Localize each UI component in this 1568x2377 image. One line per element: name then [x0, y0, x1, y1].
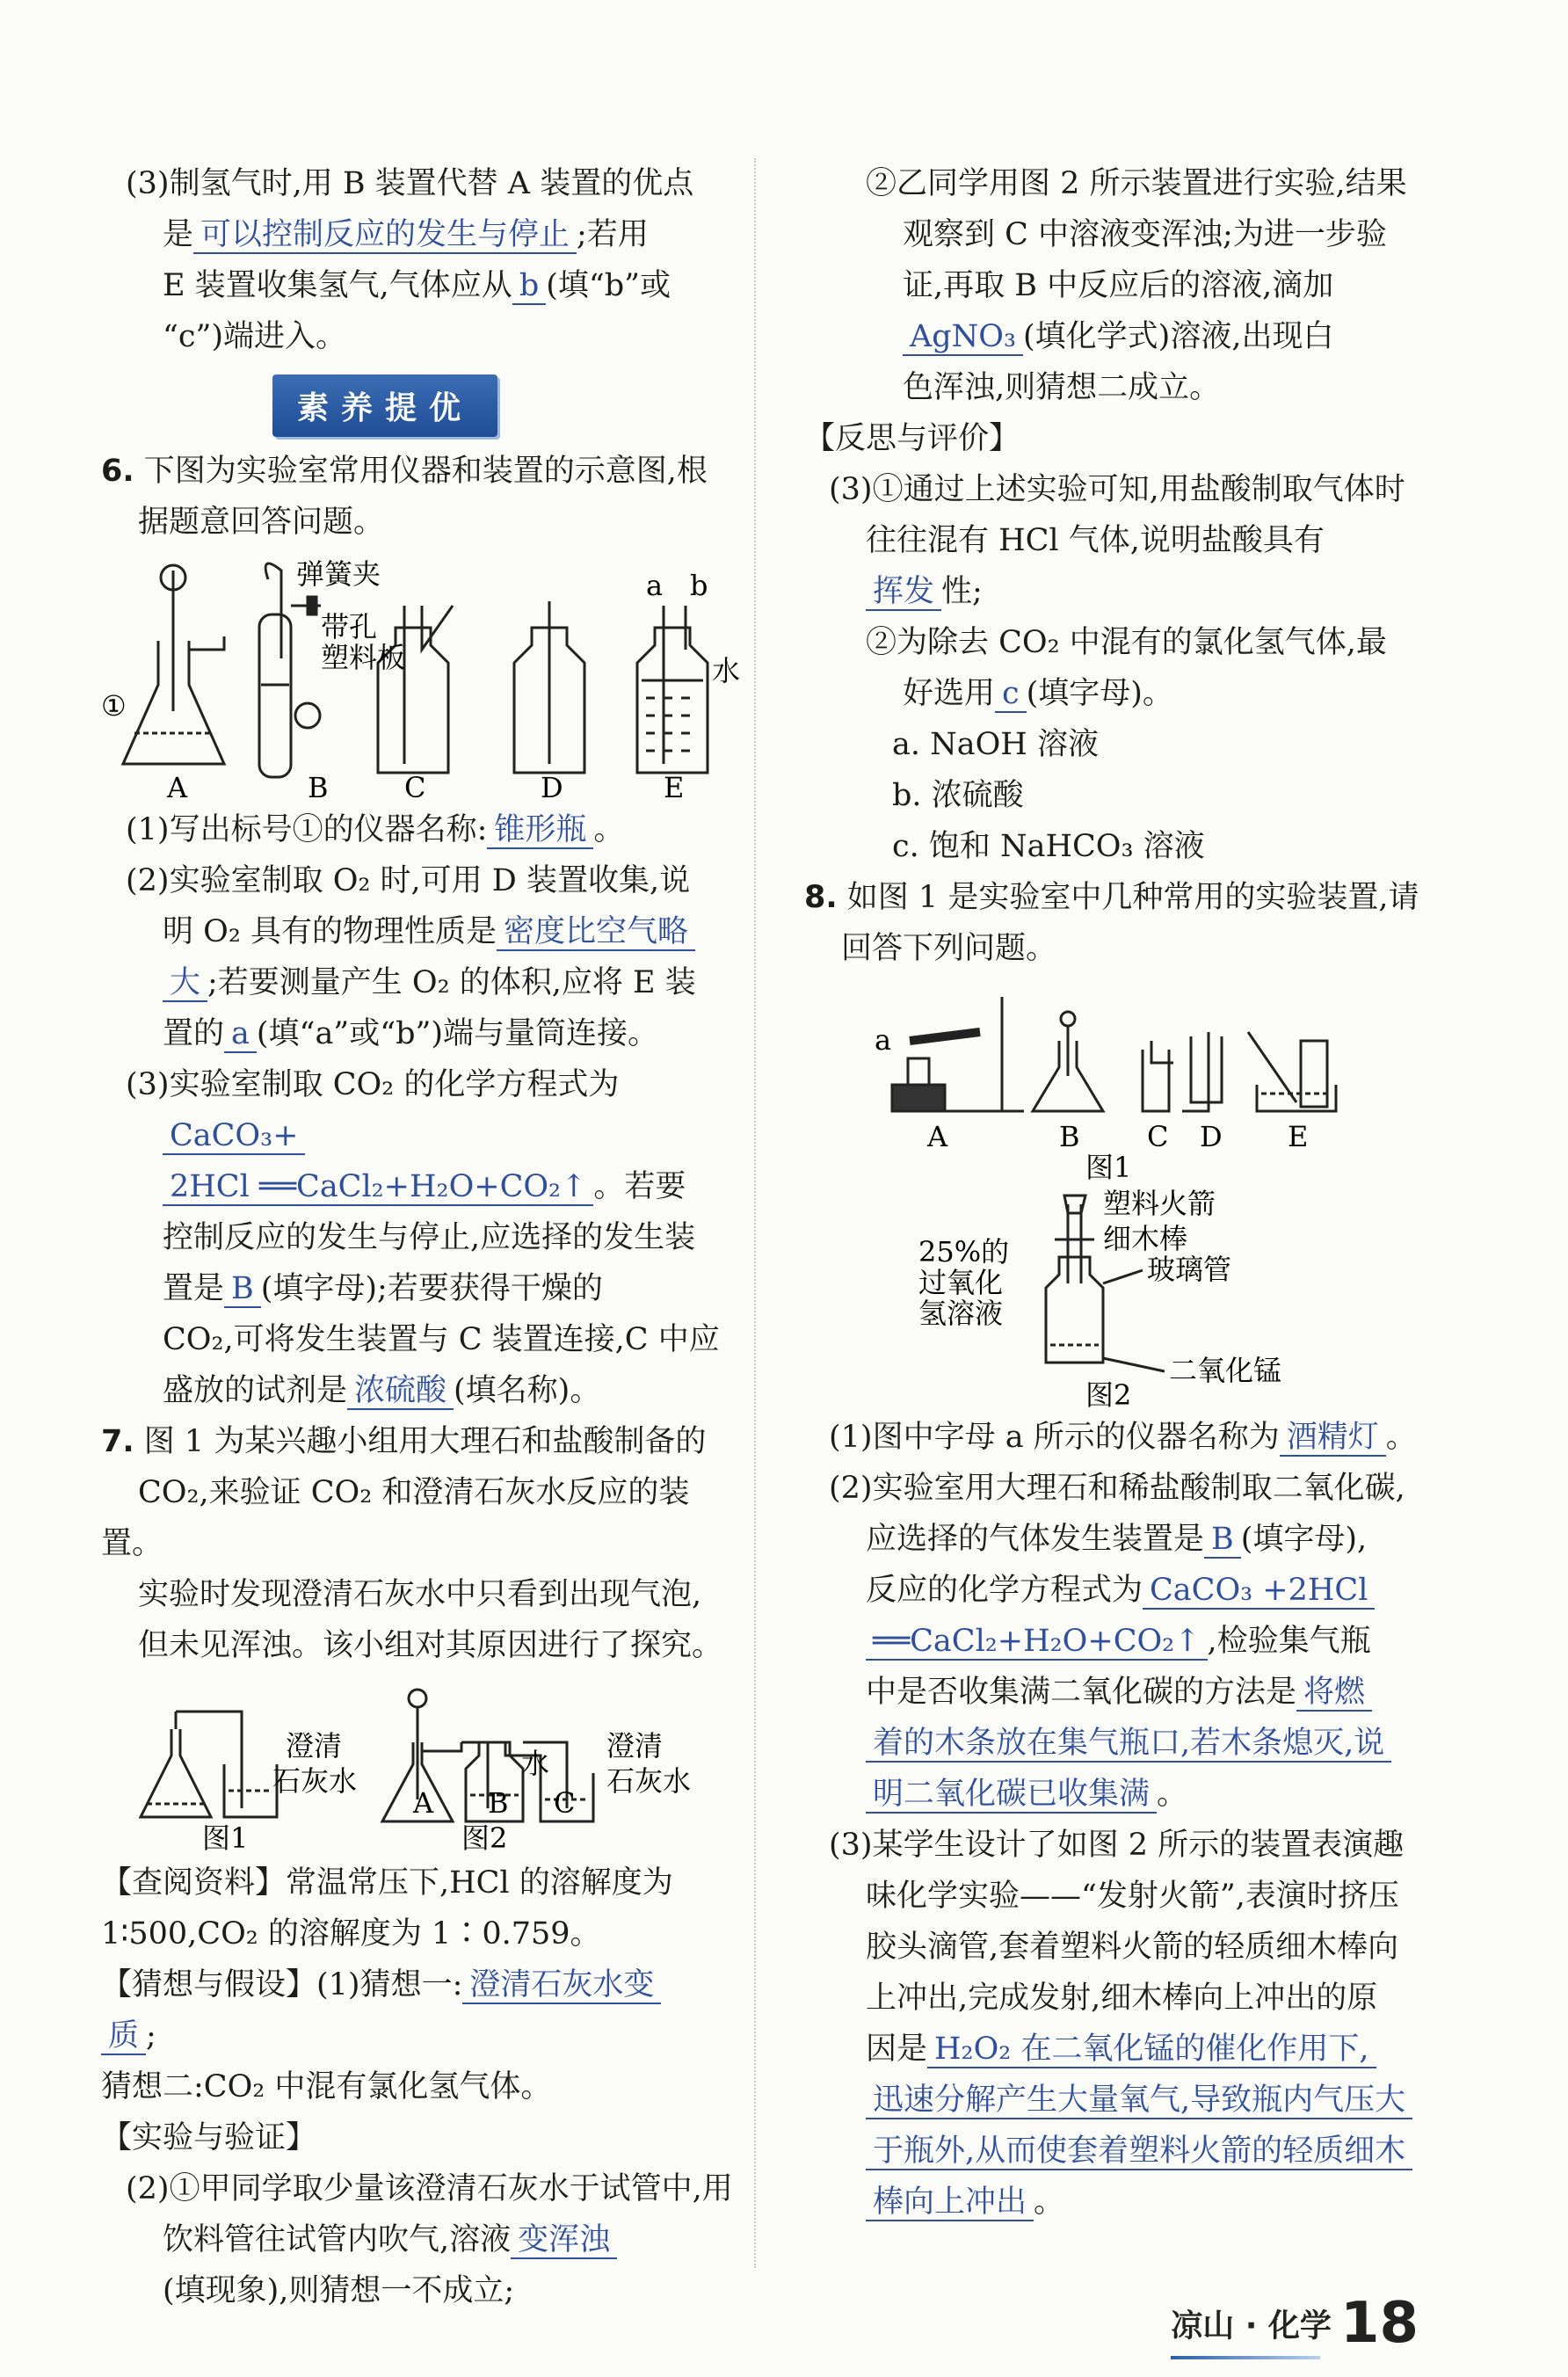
q5-3-text: E 装置收集氢气,气体应从 [163, 268, 512, 303]
q7-exp-1 [101, 2163, 734, 2316]
answer-q8-2a: B [1204, 1522, 1241, 1559]
q7-text: 性; [941, 574, 983, 609]
q8-text: 因是 [866, 2032, 928, 2067]
q8-intro [804, 872, 1437, 974]
q8-text: (2)实验室用大理石和稀盐酸制取二氧化碳, [829, 1471, 1405, 1506]
q7-text: (填字母)。 [1026, 676, 1173, 711]
q8-text: 中是否收集满二氧化碳的方法是 [866, 1675, 1297, 1710]
q7-option-a: a. NaOH 溶液 [892, 727, 1099, 762]
answer-q8-3c: 于瓶外,从而使套着塑料火箭的轻质细木 [866, 2133, 1412, 2170]
answer-q8-3d: 棒向上冲出 [866, 2184, 1034, 2221]
q8-text: 反应的化学方程式为 [866, 1573, 1143, 1608]
q7-text: 【实验与验证】 [101, 2120, 317, 2155]
fig7-label-limewater3: 澄清 [606, 1729, 664, 1763]
q8-text: 如图 1 是实验室中几种常用的实验装置,请 [846, 880, 1419, 915]
q8-text: 味化学实验——“发射火箭”,表演时挤压 [866, 1879, 1399, 1914]
q7-text: ②为除去 CO₂ 中混有的氯化氢气体,最 [866, 625, 1387, 660]
q7-figures-svg [101, 1676, 734, 1855]
answer-q7-hyp-a: 澄清石灰水变 [462, 1967, 661, 2004]
answer-q6-3a: CaCO₃+ [163, 1118, 305, 1155]
q6-text: (3)实验室制取 CO₂ 的化学方程式为 [126, 1067, 620, 1102]
q7-option-b: b. 浓硫酸 [892, 778, 1024, 813]
left-column [101, 158, 741, 2316]
fig8-label-C: C [1147, 1120, 1169, 1153]
q6-part1 [101, 804, 734, 855]
q8-text: 。 [1034, 2184, 1065, 2220]
q7-text: 实验时发现澄清石灰水中只看到出现气泡, [138, 1577, 702, 1612]
answer-q6-3b: 2HCl ══CaCl₂+H₂O+CO₂↑ [163, 1169, 593, 1206]
q7-text: 观察到 C 中溶液变浑浊;为进一步验 [903, 217, 1387, 252]
q7-option-c: c. 饱和 NaHCO₃ 溶液 [892, 829, 1205, 864]
fig-label-b: b [690, 569, 708, 602]
q5-3-text: “c”)端进入。 [163, 319, 347, 354]
fig8-label-peroxide2: 氢溶液 [918, 1297, 1004, 1330]
q8-fig1-svg [804, 979, 1437, 1184]
answer-q6-2a: 密度比空气略 [497, 914, 695, 951]
fig7-label-C: C [554, 1786, 576, 1820]
fig7-label-limewater2: 石灰水 [272, 1764, 358, 1798]
q6-text: 控制反应的发生与停止,应选择的发生装 [163, 1220, 696, 1255]
q7-text: 好选用 [903, 676, 996, 711]
q8-text: (1)图中字母 a 所示的仪器名称为 [829, 1420, 1280, 1455]
fig8-label-a: a [875, 1023, 892, 1057]
fig8-cap1: 图1 [1085, 1151, 1132, 1184]
q8-text: ,检验集气瓶 [1207, 1624, 1371, 1659]
footer-brand: 凉山 · 化学 [1171, 2308, 1332, 2344]
q8-text: 。 [1157, 1777, 1188, 1812]
q6-text: 盛放的试剂是 [163, 1373, 348, 1408]
q6-part3 [101, 1059, 734, 1416]
q7-text: 饮料管往试管内吹气,溶液 [163, 2222, 512, 2257]
q5-3-text: 是 [163, 217, 194, 252]
q5-3-line1: (3)制氢气时,用 B 装置代替 A 装置的优点 [126, 166, 694, 201]
fig8-label-rocket: 塑料火箭 [1103, 1187, 1216, 1220]
q7-text: 1∶500,CO₂ 的溶解度为 1∶0.759。 [101, 1916, 601, 1952]
q8-part2 [804, 1463, 1437, 1820]
column-divider [754, 158, 756, 2268]
q7-intro [101, 1416, 734, 1671]
fig-label-clamp: 弹簧夹 [296, 557, 381, 591]
fig8-label-E: E [1288, 1120, 1309, 1153]
q6-text: 据题意回答问题。 [138, 505, 385, 540]
q8-number: 8. [804, 880, 838, 915]
q7-text: (2)①甲同学取少量该澄清石灰水于试管中,用 [126, 2171, 733, 2206]
q8-fig2-svg [804, 1187, 1437, 1412]
q6-text: (1)写出标号①的仪器名称: [126, 812, 488, 847]
fig-label-a: a [646, 569, 664, 602]
q7-number: 7. [101, 1424, 134, 1459]
fig-label-D: D [541, 771, 563, 804]
q6-apparatus-svg [101, 553, 741, 804]
q7-text: (填现象),则猜想一不成立; [163, 2273, 515, 2308]
q8-text: 回答下列问题。 [841, 931, 1057, 966]
fig-label-circle1: ① [101, 689, 127, 723]
answer-q7-r1: 挥发 [866, 574, 941, 611]
fig7-cap1: 图1 [202, 1821, 249, 1855]
q6-text: (填“a”或“b”)端与量筒连接。 [256, 1016, 659, 1051]
fig7-label-B: B [488, 1786, 509, 1820]
fig-label-B: B [308, 771, 329, 804]
fig-label-A: A [167, 771, 188, 804]
fig-label-water: 水 [712, 654, 741, 687]
fig8-label-tube: 玻璃管 [1147, 1253, 1232, 1286]
fig8-label-A: A [927, 1120, 948, 1153]
q7-hypothesis [101, 1959, 734, 2112]
answer-q6-2c: a [224, 1016, 257, 1053]
q7-text: 色浑浊,则猜想二成立。 [903, 370, 1221, 405]
q6-text: 下图为实验室常用仪器和装置的示意图,根 [143, 454, 708, 489]
q8-figure1 [804, 979, 1437, 1184]
fig8-label-D: D [1200, 1120, 1223, 1153]
q7-reflection-title [804, 413, 1437, 464]
right-column [804, 158, 1437, 2228]
q8-text: (3)某学生设计了如图 2 所示的装置表演趣 [829, 1828, 1405, 1863]
answer-q6-3c: B [224, 1271, 261, 1308]
answer-q8-2c: ══CaCl₂+H₂O+CO₂↑ [866, 1624, 1208, 1661]
q8-text: 上冲出,完成发射,细木棒向上冲出的原 [866, 1981, 1378, 2016]
q6-text: (2)实验室制取 O₂ 时,可用 D 装置收集,说 [126, 863, 691, 898]
fig7-label-limewater4: 石灰水 [606, 1764, 692, 1798]
answer-q7-r2: c [995, 676, 1027, 713]
fig7-label-water: 水 [521, 1747, 550, 1780]
q5-3-text: (填“b”或 [546, 268, 671, 303]
q7-exp-2 [804, 158, 1437, 413]
q6-apparatus-figure [101, 553, 741, 804]
q6-text: ;若要测量产生 O₂ 的体积,应将 E 装 [207, 965, 696, 1000]
q8-text: 。 [1385, 1420, 1417, 1455]
q7-figures [101, 1676, 734, 1855]
q7-text: 【猜想与假设】(1)猜想一: [101, 1967, 463, 2003]
answer-q7-hyp-b: 质 [101, 2018, 146, 2055]
answer-q8-1: 酒精灯 [1280, 1420, 1386, 1457]
q7-text: 图 1 为某兴趣小组用大理石和盐酸制备的 [143, 1424, 707, 1459]
q7-exp-title [101, 2112, 734, 2163]
q8-text: (填字母), [1240, 1522, 1368, 1557]
q7-text: ; [146, 2018, 156, 2054]
q8-text: 胶头滴管,套着塑料火箭的轻质细木棒向 [866, 1930, 1399, 1965]
fig8-label-stick: 细木棒 [1103, 1222, 1188, 1255]
answer-q8-2f: 明二氧化碳已收集满 [866, 1777, 1157, 1814]
q6-text: 明 O₂ 具有的物理性质是 [163, 914, 497, 949]
q8-text: 应选择的气体发生装置是 [866, 1522, 1205, 1557]
page-footer [1171, 2291, 1419, 2356]
answer-q7-e1: 变浑浊 [511, 2222, 617, 2259]
q6-text: 置是 [163, 1271, 225, 1306]
answer-q8-3b: 迅速分解产生大量氧气,导致瓶内气压大 [866, 2083, 1412, 2119]
fig-label-holes: 带孔 [321, 610, 378, 643]
q6-text: 置的 [163, 1016, 225, 1051]
q7-reflection-1 [804, 464, 1437, 617]
fig8-label-mno2: 二氧化锰 [1169, 1354, 1282, 1387]
q6-text: CO₂,可将发生装置与 C 装置连接,C 中应 [163, 1322, 720, 1357]
fig-label-E: E [664, 771, 685, 804]
fig8-cap2: 图2 [1085, 1378, 1132, 1412]
q7-text: 猜想二:CO₂ 中混有氯化氢气体。 [101, 2069, 552, 2104]
fig8-label-25pct: 25%的 [918, 1235, 1010, 1268]
q7-text: 往往混有 HCl 气体,说明盐酸具有 [866, 523, 1325, 558]
q6-intro [101, 446, 734, 548]
fig7-cap2: 图2 [461, 1821, 508, 1855]
q7-text: ②乙同学用图 2 所示装置进行实验,结果 [866, 166, 1407, 201]
q6-text: (填名称)。 [454, 1373, 601, 1408]
q6-text: 。若要 [593, 1169, 686, 1204]
fig8-label-B: B [1059, 1120, 1080, 1153]
fig-label-C: C [404, 771, 426, 804]
q7-text: (3)①通过上述实验可知,用盐酸制取气体时 [829, 472, 1405, 507]
answer-q8-3a: H₂O₂ 在二氧化锰的催化作用下, [927, 2032, 1376, 2068]
q7-text: CO₂,来验证 CO₂ 和澄清石灰水反应的装置。 [101, 1475, 690, 1561]
q7-reflection-2 [804, 617, 1437, 719]
answer-q7-e2: AgNO₃ [903, 319, 1023, 356]
q8-figure2 [804, 1187, 1437, 1412]
q6-text: 。 [593, 812, 625, 847]
q8-part1 [804, 1412, 1437, 1463]
answer-q8-2b: CaCO₃ +2HCl [1143, 1573, 1375, 1610]
q7-text: 但未见浑浊。该小组对其原因进行了探究。 [138, 1628, 723, 1663]
q8-part3 [804, 1820, 1437, 2228]
q5-3-text: ;若用 [577, 217, 649, 252]
page-number: 18 [1339, 2291, 1419, 2356]
q7-reference [101, 1857, 734, 1959]
q6-part2 [101, 855, 734, 1059]
q6-number: 6. [101, 454, 134, 489]
fig-label-plate: 塑料板 [321, 641, 406, 674]
answer-q8-2e: 着的木条放在集气瓶口,若木条熄灭,说 [866, 1726, 1391, 1763]
q7-text: 【查阅资料】常温常压下,HCl 的溶解度为 [101, 1865, 673, 1901]
q7-text: 证,再取 B 中反应后的溶液,滴加 [903, 268, 1334, 303]
fig8-label-peroxide1: 过氧化 [918, 1266, 1004, 1299]
fig7-label-A: A [413, 1786, 434, 1820]
q5-part3 [101, 158, 734, 362]
fig7-label-limewater1: 澄清 [286, 1729, 343, 1763]
q6-text: (填字母);若要获得干燥的 [260, 1271, 603, 1306]
footer-accent-bar [1171, 2356, 1320, 2359]
q7-text: (填化学式)溶液,出现白 [1023, 319, 1334, 354]
section-banner: 素养提优 [272, 374, 497, 437]
answer-q5-3-port: b [512, 268, 546, 305]
answer-q6-1: 锥形瓶 [487, 812, 593, 849]
answer-q8-2d: 将燃 [1296, 1675, 1372, 1712]
answer-q6-2b: 大 [163, 965, 207, 1002]
q7-text: 【反思与评价】 [804, 421, 1020, 456]
answer-q6-3d: 浓硫酸 [347, 1373, 454, 1410]
answer-q5-3-advantage: 可以控制反应的发生与停止 [193, 217, 577, 254]
